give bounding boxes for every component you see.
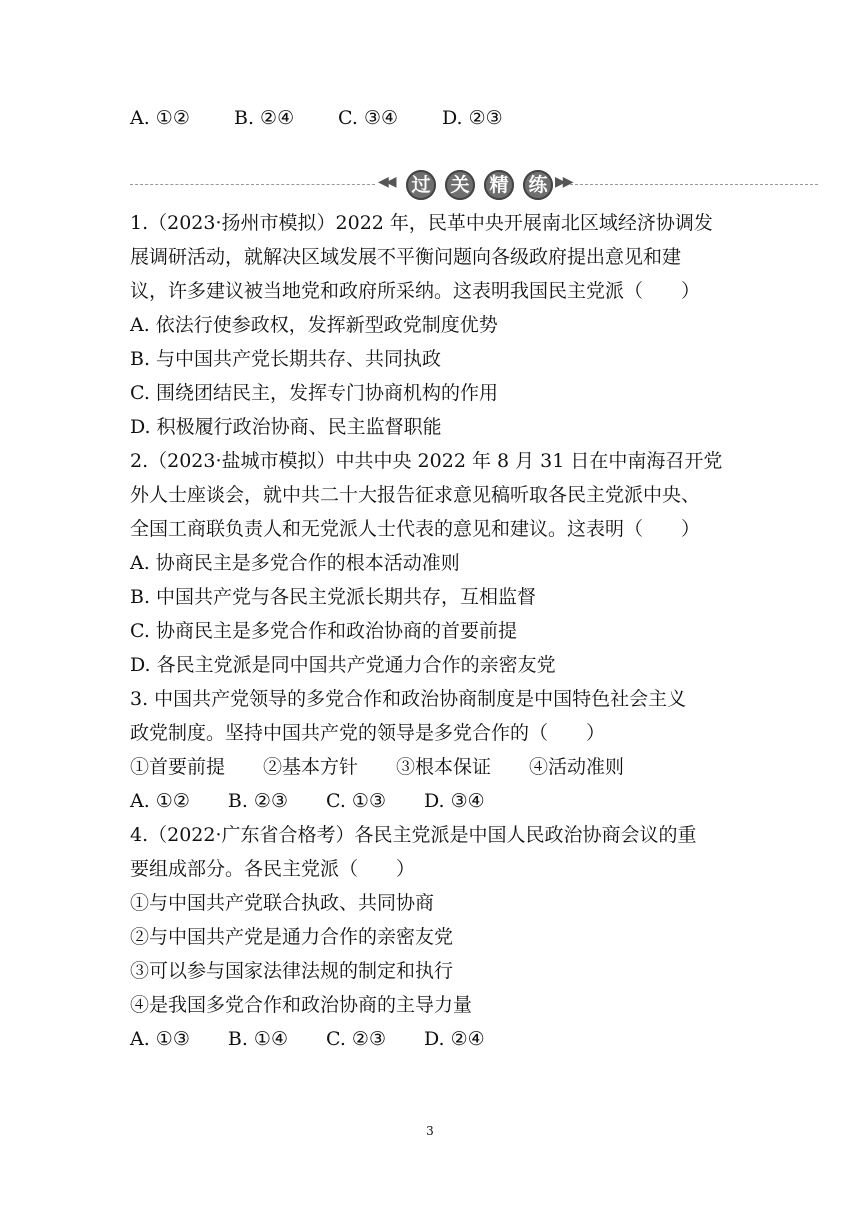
question-2-option-b: B. 中国共产党与各民主党派长期共存，互相监督 bbox=[130, 586, 537, 608]
question-3-stem: 政党制度。坚持中国共产党的领导是多党合作的（ ） bbox=[130, 722, 606, 744]
question-2-option-c: C. 协商民主是多党合作和政治协商的首要前提 bbox=[130, 620, 517, 642]
question-1-stem: 展调研活动，就解决区域发展不平衡问题向各级政府提出意见和建 bbox=[130, 246, 682, 268]
page-number: 3 bbox=[426, 1124, 434, 1138]
banner-char: 精 bbox=[484, 170, 514, 200]
question-4-options: A. ①③ B. ①④ C. ②③ D. ②④ bbox=[130, 1028, 485, 1050]
question-4-statement: ③可以参与国家法律法规的制定和执行 bbox=[130, 960, 454, 982]
question-1-option-c: C. 围绕团结民主，发挥专门协商机构的作用 bbox=[130, 382, 498, 404]
question-1-stem: 1.（2023·扬州市模拟）2022 年，民革中央开展南北区域经济协调发 bbox=[130, 212, 713, 234]
option-b: B. ②④ bbox=[234, 107, 295, 129]
question-2-stem: 全国工商联负责人和无党派人士代表的意见和建议。这表明（ ） bbox=[130, 518, 701, 540]
question-4-statement: ④是我国多党合作和政治协商的主导力量 bbox=[130, 994, 473, 1016]
question-1-option-d: D. 积极履行政治协商、民主监督职能 bbox=[130, 416, 442, 438]
banner-divider-right bbox=[570, 184, 818, 185]
question-4-statement: ①与中国共产党联合执政、共同协商 bbox=[130, 892, 435, 914]
section-banner bbox=[130, 170, 818, 200]
top-options bbox=[130, 106, 503, 130]
question-4-stem: 要组成部分。各民主党派（ ） bbox=[130, 858, 416, 880]
question-2-stem: 外人士座谈会，就中共二十大报告征求意见稿听取各民主党派中央、 bbox=[130, 484, 701, 506]
option-a: A. ①② bbox=[130, 107, 190, 129]
question-4-statement: ②与中国共产党是通力合作的亲密友党 bbox=[130, 926, 454, 948]
banner-char: 关 bbox=[445, 170, 475, 200]
question-2-stem: 2.（2023·盐城市模拟）中共中央 2022 年 8 月 31 日在中南海召开党 bbox=[130, 450, 723, 472]
question-2-option-d: D. 各民主党派是同中国共产党通力合作的亲密友党 bbox=[130, 654, 556, 676]
banner-divider-left bbox=[130, 184, 375, 185]
question-3-stem: 3. 中国共产党领导的多党合作和政治协商制度是中国特色社会主义 bbox=[130, 688, 687, 710]
question-3-options: A. ①② B. ②③ C. ①③ D. ③④ bbox=[130, 790, 485, 812]
banner-char: 过 bbox=[406, 170, 436, 200]
banner-char: 练 bbox=[523, 170, 553, 200]
question-1-option-a: A. 依法行使参政权，发挥新型政党制度优势 bbox=[130, 314, 498, 336]
option-d: D. ②③ bbox=[442, 107, 503, 129]
question-1-option-b: B. 与中国共产党长期共存、共同执政 bbox=[130, 348, 442, 370]
double-chevron-right-icon: ▶▶ bbox=[555, 174, 571, 190]
option-c: C. ③④ bbox=[338, 107, 399, 129]
question-1-stem: 议，许多建议被当地党和政府所采纳。这表明我国民主党派（ ） bbox=[130, 280, 701, 302]
question-3-statements: ①首要前提 ②基本方针 ③根本保证 ④活动准则 bbox=[130, 756, 625, 778]
question-4-stem: 4.（2022·广东省合格考）各民主党派是中国人民政治协商会议的重 bbox=[130, 824, 697, 846]
question-2-option-a: A. 协商民主是多党合作的根本活动准则 bbox=[130, 552, 460, 574]
double-chevron-left-icon: ◀◀ bbox=[378, 174, 394, 190]
